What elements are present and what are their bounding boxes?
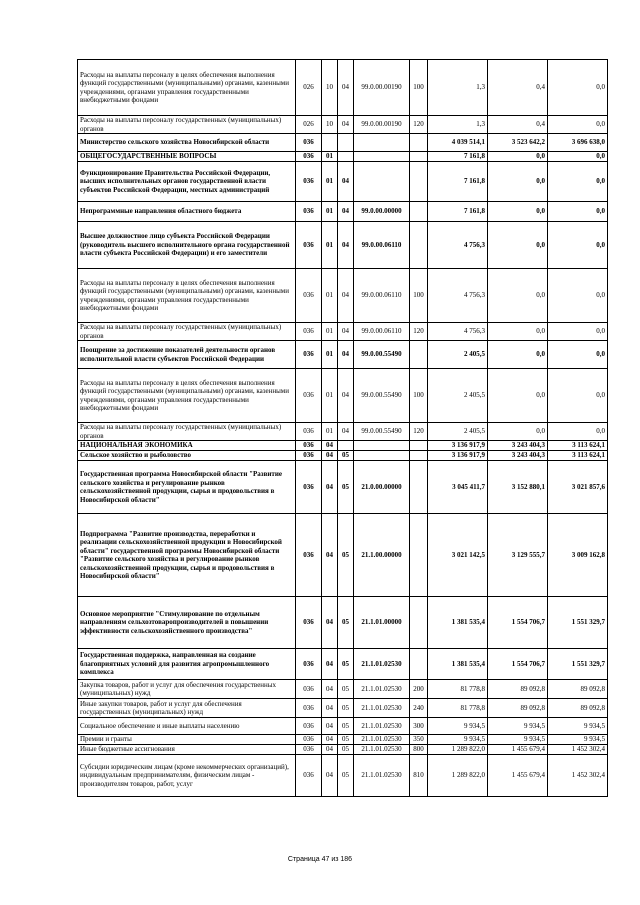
cell-amount-year-1: 81 778,8 bbox=[428, 699, 488, 718]
row-name: Основное мероприятие "Стимулирование по отдельным направлениям сельхозтоваропроизводителей в повышении эффективности сельскохозяйственного производства" bbox=[78, 597, 296, 649]
cell-expense-type: 810 bbox=[410, 755, 428, 797]
cell-subsection-code: 05 bbox=[338, 597, 354, 649]
cell-subsection-code: 05 bbox=[338, 735, 354, 745]
cell-amount-year-2: 3 243 404,3 bbox=[488, 441, 548, 451]
cell-expense-type bbox=[410, 649, 428, 680]
cell-amount-year-2: 3 152 880,1 bbox=[488, 461, 548, 514]
cell-ministry-code: 036 bbox=[296, 152, 322, 162]
cell-section-code: 04 bbox=[322, 451, 338, 461]
table-row bbox=[78, 423, 608, 441]
cell-expense-type: 800 bbox=[410, 745, 428, 755]
cell-ministry-code: 036 bbox=[296, 597, 322, 649]
cell-amount-year-1: 2 405,5 bbox=[428, 341, 488, 369]
cell-amount-year-1: 4 756,3 bbox=[428, 323, 488, 341]
cell-ministry-code: 026 bbox=[296, 116, 322, 134]
cell-subsection-code: 04 bbox=[338, 269, 354, 323]
cell-amount-year-3: 0,0 bbox=[548, 423, 608, 441]
cell-amount-year-1: 2 405,5 bbox=[428, 423, 488, 441]
cell-target-article: 21.1.00.00000 bbox=[354, 514, 410, 597]
cell-amount-year-3: 89 092,8 bbox=[548, 699, 608, 718]
cell-section-code: 01 bbox=[322, 269, 338, 323]
table-row bbox=[78, 60, 608, 116]
cell-amount-year-2: 0,0 bbox=[488, 369, 548, 423]
row-name: Поощрение за достижение показателей деятельности органов исполнительной власти субъектов Российской Федерации bbox=[78, 341, 296, 369]
cell-section-code: 04 bbox=[322, 680, 338, 699]
cell-target-article: 21.1.01.02530 bbox=[354, 649, 410, 680]
cell-subsection-code: 04 bbox=[338, 369, 354, 423]
cell-section-code: 01 bbox=[322, 152, 338, 162]
row-name: Премии и гранты bbox=[78, 735, 296, 745]
cell-target-article: 99.0.00.55490 bbox=[354, 341, 410, 369]
row-name: Функционирование Правительства Российской Федерации, высших исполнительных органов государственной власти субъектов Российской Федерации, местных администраций bbox=[78, 162, 296, 202]
cell-amount-year-2: 0,0 bbox=[488, 269, 548, 323]
table-row bbox=[78, 323, 608, 341]
cell-amount-year-2: 3 523 642,2 bbox=[488, 134, 548, 152]
table-row bbox=[78, 680, 608, 699]
row-name: НАЦИОНАЛЬНАЯ ЭКОНОМИКА bbox=[78, 441, 296, 451]
table-row bbox=[78, 451, 608, 461]
cell-amount-year-2: 0,0 bbox=[488, 162, 548, 202]
cell-section-code: 04 bbox=[322, 514, 338, 597]
cell-ministry-code: 036 bbox=[296, 369, 322, 423]
table-row bbox=[78, 649, 608, 680]
cell-target-article: 21.1.01.02530 bbox=[354, 699, 410, 718]
cell-amount-year-3: 3 021 857,6 bbox=[548, 461, 608, 514]
cell-amount-year-1: 1,3 bbox=[428, 116, 488, 134]
cell-section-code: 04 bbox=[322, 441, 338, 451]
cell-target-article bbox=[354, 441, 410, 451]
cell-expense-type bbox=[410, 162, 428, 202]
cell-section-code: 04 bbox=[322, 735, 338, 745]
cell-section-code: 01 bbox=[322, 202, 338, 222]
cell-amount-year-1: 9 934,5 bbox=[428, 718, 488, 735]
cell-amount-year-3: 0,0 bbox=[548, 60, 608, 116]
cell-ministry-code: 036 bbox=[296, 323, 322, 341]
cell-ministry-code: 036 bbox=[296, 755, 322, 797]
table-row bbox=[78, 116, 608, 134]
cell-expense-type bbox=[410, 222, 428, 269]
cell-amount-year-3: 1 551 329,7 bbox=[548, 649, 608, 680]
cell-target-article: 21.1.01.00000 bbox=[354, 597, 410, 649]
cell-ministry-code: 036 bbox=[296, 451, 322, 461]
cell-ministry-code: 036 bbox=[296, 680, 322, 699]
cell-amount-year-3: 0,0 bbox=[548, 222, 608, 269]
cell-expense-type bbox=[410, 341, 428, 369]
table-row bbox=[78, 699, 608, 718]
cell-ministry-code: 036 bbox=[296, 222, 322, 269]
cell-target-article bbox=[354, 152, 410, 162]
cell-amount-year-1: 3 045 411,7 bbox=[428, 461, 488, 514]
row-name: Государственная поддержка, направленная на создание благоприятных условий для развития агропромышленного комплекса bbox=[78, 649, 296, 680]
cell-amount-year-1: 3 021 142,5 bbox=[428, 514, 488, 597]
cell-ministry-code: 036 bbox=[296, 162, 322, 202]
cell-amount-year-3: 0,0 bbox=[548, 152, 608, 162]
cell-subsection-code: 04 bbox=[338, 423, 354, 441]
cell-section-code: 01 bbox=[322, 341, 338, 369]
cell-amount-year-1: 1 381 535,4 bbox=[428, 649, 488, 680]
row-name: ОБЩЕГОСУДАРСТВЕННЫЕ ВОПРОСЫ bbox=[78, 152, 296, 162]
page-footer: Страница 47 из 186 bbox=[287, 856, 353, 863]
cell-amount-year-3: 1 551 329,7 bbox=[548, 597, 608, 649]
cell-ministry-code: 036 bbox=[296, 718, 322, 735]
cell-ministry-code: 036 bbox=[296, 269, 322, 323]
cell-amount-year-2: 3 243 404,3 bbox=[488, 451, 548, 461]
cell-amount-year-3: 0,0 bbox=[548, 269, 608, 323]
table-row bbox=[78, 222, 608, 269]
cell-section-code: 10 bbox=[322, 116, 338, 134]
cell-section-code: 01 bbox=[322, 423, 338, 441]
cell-target-article: 99.0.00.06110 bbox=[354, 269, 410, 323]
cell-amount-year-1: 1 381 535,4 bbox=[428, 597, 488, 649]
cell-ministry-code: 036 bbox=[296, 461, 322, 514]
cell-expense-type: 100 bbox=[410, 269, 428, 323]
cell-amount-year-2: 0,0 bbox=[488, 152, 548, 162]
cell-target-article: 21.1.01.02530 bbox=[354, 680, 410, 699]
cell-amount-year-2: 1 455 679,4 bbox=[488, 755, 548, 797]
cell-section-code bbox=[322, 134, 338, 152]
cell-section-code: 04 bbox=[322, 745, 338, 755]
cell-target-article bbox=[354, 162, 410, 202]
cell-amount-year-2: 1 455 679,4 bbox=[488, 745, 548, 755]
cell-amount-year-2: 0,0 bbox=[488, 323, 548, 341]
cell-subsection-code bbox=[338, 134, 354, 152]
cell-amount-year-3: 3 009 162,8 bbox=[548, 514, 608, 597]
row-name: Иные закупки товаров, работ и услуг для обеспечения государственных (муниципальных) нужд bbox=[78, 699, 296, 718]
cell-section-code: 01 bbox=[322, 162, 338, 202]
table-row bbox=[78, 755, 608, 797]
cell-target-article: 99.0.00.06110 bbox=[354, 323, 410, 341]
row-name: Расходы на выплаты персоналу в целях обеспечения выполнения функций государственными (муниципальными) органами, казенными учреждениями, органами управления государственными внебюджетными фондами bbox=[78, 369, 296, 423]
row-name: Субсидии юридическим лицам (кроме некоммерческих организаций), индивидуальным предпринимателям, физическим лицам - производителям товаров, работ, услуг bbox=[78, 755, 296, 797]
cell-amount-year-3: 0,0 bbox=[548, 323, 608, 341]
cell-subsection-code: 05 bbox=[338, 755, 354, 797]
cell-expense-type: 350 bbox=[410, 735, 428, 745]
cell-expense-type: 100 bbox=[410, 369, 428, 423]
cell-amount-year-2: 89 092,8 bbox=[488, 680, 548, 699]
cell-amount-year-2: 89 092,8 bbox=[488, 699, 548, 718]
cell-subsection-code: 04 bbox=[338, 60, 354, 116]
cell-amount-year-1: 4 756,3 bbox=[428, 222, 488, 269]
cell-target-article: 21.0.00.00000 bbox=[354, 461, 410, 514]
cell-target-article: 21.1.01.02530 bbox=[354, 718, 410, 735]
cell-subsection-code: 05 bbox=[338, 649, 354, 680]
cell-ministry-code: 036 bbox=[296, 134, 322, 152]
cell-amount-year-1: 4 039 514,1 bbox=[428, 134, 488, 152]
cell-section-code: 04 bbox=[322, 461, 338, 514]
row-name: Высшее должностное лицо субъекта Российской Федерации (руководитель высшего исполнительного органа государственной власти субъекта Российской Федерации) и его заместители bbox=[78, 222, 296, 269]
table-row bbox=[78, 441, 608, 451]
cell-amount-year-2: 3 129 555,7 bbox=[488, 514, 548, 597]
row-name: Государственная программа Новосибирской области "Развитие сельского хозяйства и регулирование рынков сельскохозяйственной продукции, сырья и продовольствия в Новосибирской области" bbox=[78, 461, 296, 514]
cell-amount-year-1: 1,3 bbox=[428, 60, 488, 116]
row-name: Расходы на выплаты персоналу в целях обеспечения выполнения функций государственными (муниципальными) органами, казенными учреждениями, органами управления государственными внебюджетными фондами bbox=[78, 269, 296, 323]
cell-amount-year-1: 3 136 917,9 bbox=[428, 441, 488, 451]
cell-section-code: 10 bbox=[322, 60, 338, 116]
cell-amount-year-3: 1 452 302,4 bbox=[548, 745, 608, 755]
cell-amount-year-2: 0,4 bbox=[488, 60, 548, 116]
cell-amount-year-2: 9 934,5 bbox=[488, 735, 548, 745]
cell-ministry-code: 036 bbox=[296, 735, 322, 745]
cell-target-article: 99.0.00.00190 bbox=[354, 116, 410, 134]
row-name: Иные бюджетные ассигнования bbox=[78, 745, 296, 755]
cell-amount-year-2: 9 934,5 bbox=[488, 718, 548, 735]
table-row bbox=[78, 514, 608, 597]
cell-subsection-code: 05 bbox=[338, 680, 354, 699]
cell-expense-type: 200 bbox=[410, 680, 428, 699]
cell-subsection-code: 05 bbox=[338, 514, 354, 597]
cell-ministry-code: 036 bbox=[296, 649, 322, 680]
cell-amount-year-3: 3 696 638,0 bbox=[548, 134, 608, 152]
cell-ministry-code: 026 bbox=[296, 60, 322, 116]
cell-subsection-code: 04 bbox=[338, 202, 354, 222]
cell-expense-type bbox=[410, 134, 428, 152]
cell-amount-year-1: 3 136 917,9 bbox=[428, 451, 488, 461]
budget-table bbox=[77, 59, 608, 797]
cell-expense-type bbox=[410, 451, 428, 461]
cell-subsection-code: 04 bbox=[338, 222, 354, 269]
cell-amount-year-3: 9 934,5 bbox=[548, 718, 608, 735]
cell-amount-year-1: 1 289 822,0 bbox=[428, 755, 488, 797]
table-row bbox=[78, 152, 608, 162]
table-row bbox=[78, 162, 608, 202]
row-name: Социальное обеспечение и иные выплаты населению bbox=[78, 718, 296, 735]
cell-amount-year-2: 0,0 bbox=[488, 341, 548, 369]
table-row bbox=[78, 461, 608, 514]
table-row bbox=[78, 202, 608, 222]
cell-expense-type bbox=[410, 152, 428, 162]
cell-ministry-code: 036 bbox=[296, 341, 322, 369]
cell-amount-year-1: 81 778,8 bbox=[428, 680, 488, 699]
cell-amount-year-2: 1 554 706,7 bbox=[488, 597, 548, 649]
cell-expense-type: 240 bbox=[410, 699, 428, 718]
cell-ministry-code: 036 bbox=[296, 745, 322, 755]
row-name: Закупка товаров, работ и услуг для обеспечения государственных (муниципальных) нужд bbox=[78, 680, 296, 699]
table-row bbox=[78, 735, 608, 745]
cell-amount-year-1: 7 161,8 bbox=[428, 152, 488, 162]
cell-amount-year-2: 1 554 706,7 bbox=[488, 649, 548, 680]
cell-target-article: 99.0.00.06110 bbox=[354, 222, 410, 269]
table-row bbox=[78, 745, 608, 755]
cell-amount-year-1: 4 756,3 bbox=[428, 269, 488, 323]
cell-expense-type bbox=[410, 202, 428, 222]
table-row bbox=[78, 718, 608, 735]
cell-amount-year-3: 3 113 624,1 bbox=[548, 451, 608, 461]
cell-target-article: 99.0.00.00000 bbox=[354, 202, 410, 222]
cell-amount-year-2: 0,0 bbox=[488, 202, 548, 222]
cell-amount-year-3: 0,0 bbox=[548, 202, 608, 222]
cell-expense-type bbox=[410, 514, 428, 597]
cell-section-code: 01 bbox=[322, 222, 338, 269]
cell-amount-year-3: 9 934,5 bbox=[548, 735, 608, 745]
row-name: Подпрограмма "Развитие производства, переработки и реализации сельскохозяйственной продукции в Новосибирской области" государственной программы Новосибирской области "Развитие сельского хозяйства и регулирование рынков сельскохозяйственной продукции, сырья и продовольствия в Новосибирской области" bbox=[78, 514, 296, 597]
cell-section-code: 04 bbox=[322, 597, 338, 649]
cell-amount-year-1: 1 289 822,0 bbox=[428, 745, 488, 755]
cell-expense-type bbox=[410, 461, 428, 514]
cell-expense-type bbox=[410, 597, 428, 649]
cell-section-code: 04 bbox=[322, 755, 338, 797]
cell-target-article: 99.0.00.55490 bbox=[354, 423, 410, 441]
cell-subsection-code bbox=[338, 152, 354, 162]
cell-amount-year-2: 0,0 bbox=[488, 222, 548, 269]
cell-expense-type: 120 bbox=[410, 323, 428, 341]
cell-amount-year-3: 0,0 bbox=[548, 369, 608, 423]
cell-target-article: 21.1.01.02530 bbox=[354, 755, 410, 797]
row-name: Сельское хозяйство и рыболовство bbox=[78, 451, 296, 461]
cell-amount-year-3: 0,0 bbox=[548, 116, 608, 134]
cell-subsection-code: 04 bbox=[338, 341, 354, 369]
cell-ministry-code: 036 bbox=[296, 441, 322, 451]
cell-section-code: 01 bbox=[322, 369, 338, 423]
cell-subsection-code: 05 bbox=[338, 461, 354, 514]
cell-ministry-code: 036 bbox=[296, 699, 322, 718]
cell-amount-year-2: 0,0 bbox=[488, 423, 548, 441]
row-name: Расходы на выплаты персоналу государственных (муниципальных) органов bbox=[78, 323, 296, 341]
cell-amount-year-1: 9 934,5 bbox=[428, 735, 488, 745]
row-name: Министерство сельского хозяйства Новосибирской области bbox=[78, 134, 296, 152]
row-name: Расходы на выплаты персоналу государственных (муниципальных) органов bbox=[78, 116, 296, 134]
cell-expense-type bbox=[410, 441, 428, 451]
table-row bbox=[78, 597, 608, 649]
cell-subsection-code: 05 bbox=[338, 699, 354, 718]
cell-subsection-code: 04 bbox=[338, 323, 354, 341]
table-row bbox=[78, 134, 608, 152]
cell-amount-year-3: 0,0 bbox=[548, 341, 608, 369]
cell-subsection-code: 05 bbox=[338, 745, 354, 755]
cell-amount-year-1: 2 405,5 bbox=[428, 369, 488, 423]
cell-amount-year-2: 0,4 bbox=[488, 116, 548, 134]
cell-expense-type: 100 bbox=[410, 60, 428, 116]
cell-subsection-code: 05 bbox=[338, 718, 354, 735]
table-row bbox=[78, 369, 608, 423]
cell-target-article: 99.0.00.00190 bbox=[354, 60, 410, 116]
cell-amount-year-3: 3 113 624,1 bbox=[548, 441, 608, 451]
cell-target-article bbox=[354, 451, 410, 461]
cell-section-code: 04 bbox=[322, 718, 338, 735]
cell-target-article: 99.0.00.55490 bbox=[354, 369, 410, 423]
cell-amount-year-3: 1 452 302,4 bbox=[548, 755, 608, 797]
row-name: Расходы на выплаты персоналу в целях обеспечения выполнения функций государственными (муниципальными) органами, казенными учреждениями, органами управления государственными внебюджетными фондами bbox=[78, 60, 296, 116]
table-row bbox=[78, 269, 608, 323]
cell-ministry-code: 036 bbox=[296, 423, 322, 441]
cell-expense-type: 120 bbox=[410, 116, 428, 134]
cell-ministry-code: 036 bbox=[296, 202, 322, 222]
cell-subsection-code: 04 bbox=[338, 116, 354, 134]
table-row bbox=[78, 341, 608, 369]
cell-amount-year-3: 89 092,8 bbox=[548, 680, 608, 699]
cell-subsection-code bbox=[338, 441, 354, 451]
cell-amount-year-1: 7 161,8 bbox=[428, 162, 488, 202]
cell-subsection-code: 05 bbox=[338, 451, 354, 461]
cell-section-code: 04 bbox=[322, 699, 338, 718]
cell-target-article: 21.1.01.02530 bbox=[354, 745, 410, 755]
cell-target-article: 21.1.01.02530 bbox=[354, 735, 410, 745]
cell-ministry-code: 036 bbox=[296, 514, 322, 597]
cell-target-article bbox=[354, 134, 410, 152]
table-body bbox=[78, 60, 608, 797]
cell-section-code: 04 bbox=[322, 649, 338, 680]
cell-section-code: 01 bbox=[322, 323, 338, 341]
cell-amount-year-1: 7 161,8 bbox=[428, 202, 488, 222]
row-name: Расходы на выплаты персоналу государственных (муниципальных) органов bbox=[78, 423, 296, 441]
cell-amount-year-3: 0,0 bbox=[548, 162, 608, 202]
row-name: Непрограммные направления областного бюджета bbox=[78, 202, 296, 222]
cell-expense-type: 120 bbox=[410, 423, 428, 441]
cell-subsection-code: 04 bbox=[338, 162, 354, 202]
cell-expense-type: 300 bbox=[410, 718, 428, 735]
